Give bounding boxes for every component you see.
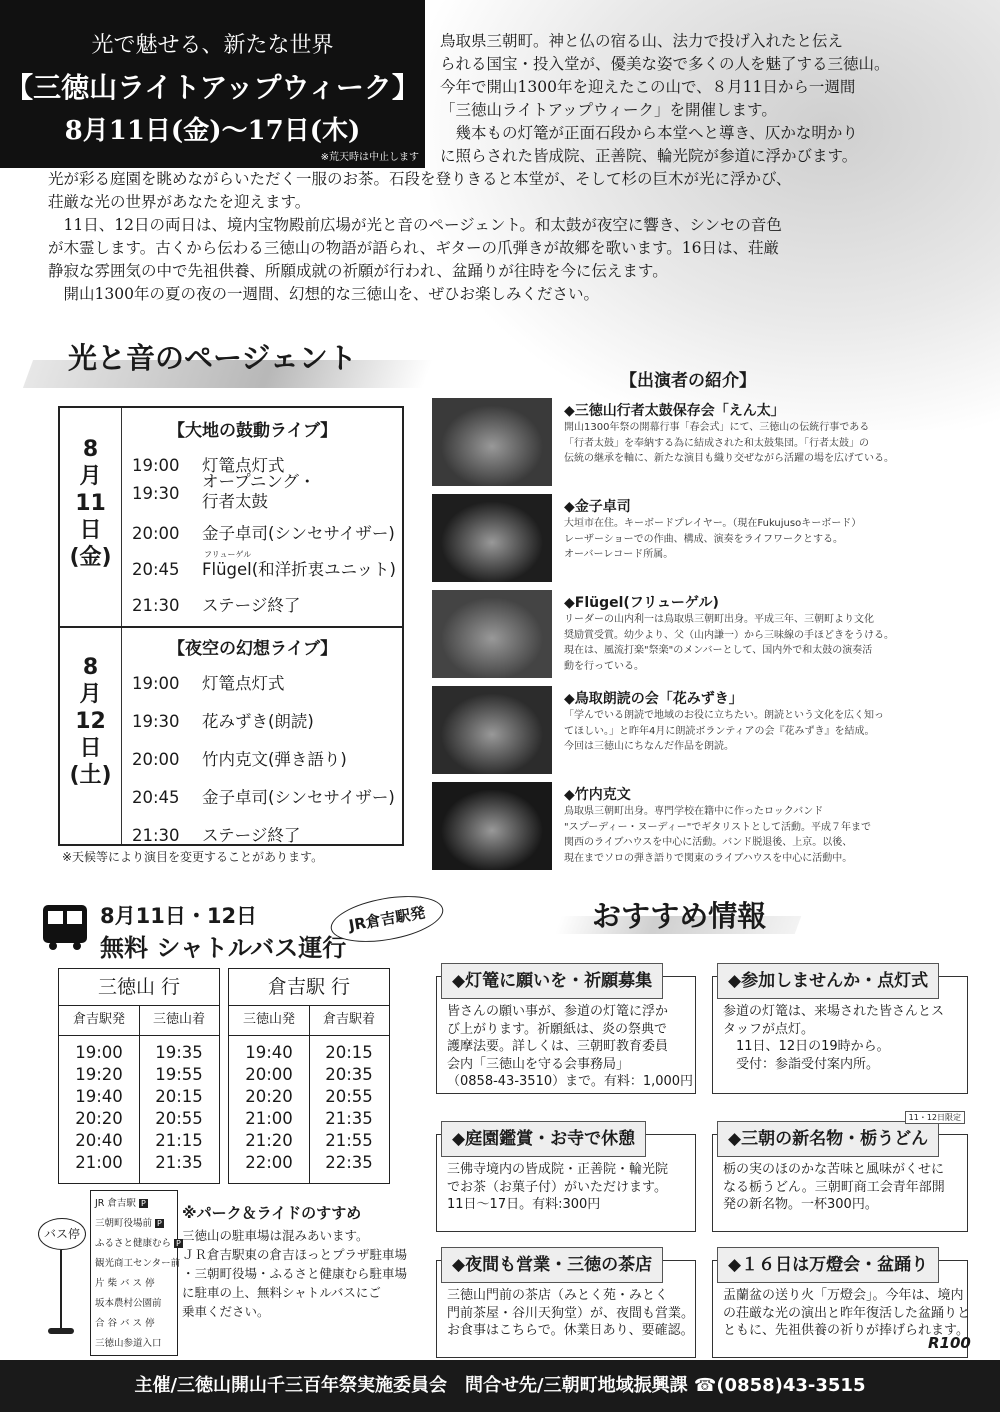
- performer-desc-line: 開山1300年祭の開幕行事「春会式」にて、三徳山の伝統行事である: [564, 422, 870, 433]
- timetable-time: 20:55: [155, 1109, 203, 1128]
- recommend-card-line: 発の新名物。一杯300円。: [723, 1197, 878, 1212]
- recycle-mark: R100: [928, 1334, 971, 1352]
- recommend-card-line: （0858-43-3510）まで。有料：1,000円: [447, 1074, 694, 1089]
- schedule-time: 19:30: [132, 712, 180, 731]
- timetable-time: 22:00: [245, 1153, 293, 1172]
- performer-desc: [564, 612, 894, 674]
- recommend-card-title: ◆１６日は万燈会・盆踊り: [717, 1247, 939, 1283]
- performer-photo: [432, 494, 552, 582]
- schedule-day-char: 日: [79, 518, 102, 543]
- schedule-day-char: 11: [75, 491, 106, 516]
- schedule-day-char: (金): [69, 545, 112, 570]
- parking-icon: P: [176, 1239, 181, 1248]
- bus-stop-item: [95, 1275, 155, 1289]
- performer-desc-line: "スプーディー・ヌーディー"でギタリストとして活動。平成７年まで: [564, 821, 871, 833]
- recommend-card-line: 三佛寺境内の皆成院・正善院・輪光院: [447, 1162, 669, 1177]
- event-title: 【三徳山ライトアップウィーク】: [5, 71, 420, 104]
- schedule-event: ステージ終了: [202, 596, 301, 615]
- performer-name: ◆金子卓司: [564, 499, 631, 515]
- timetable-time: 21:35: [325, 1109, 373, 1128]
- recommend-card-title: ◆参加しませんか・点灯式: [717, 963, 939, 999]
- recommend-card-body: [723, 1287, 970, 1340]
- performer-desc-line: 関西のライブハウスを中心に活動。バンド脱退後、上京。以後、: [564, 837, 853, 848]
- timetable-col-header: 三徳山発: [242, 1012, 295, 1027]
- performer-photo: [432, 782, 552, 870]
- performer-desc-line: レーザーショーでの作曲、構成、演奏をライフワークとする。: [564, 533, 843, 545]
- recommend-card: [436, 1129, 696, 1232]
- timetable-time: 21:55: [325, 1131, 373, 1150]
- schedule-day-char: 月: [79, 682, 102, 707]
- recommend-card-body: [723, 1003, 944, 1073]
- intro-line: 11日、12日の両日は、境内宝物殿前広場が光と音のページェント。和太鼓が夜空に響き、シンセの音色: [48, 216, 782, 234]
- bus-stop-item: [95, 1255, 180, 1269]
- timetable-time: 21:15: [155, 1131, 203, 1150]
- performer-desc-line: リーダーの山内利一は鳥取県三朝町出身。平成三年、三朝町より文化: [564, 614, 874, 625]
- timetable-dest: 三徳山 行: [97, 976, 181, 998]
- schedule-time: 19:00: [132, 456, 180, 475]
- recommend-card-body: [447, 1003, 693, 1091]
- bus-stop-item: [95, 1295, 162, 1309]
- recommend-card: [436, 971, 696, 1094]
- park-ride-line: ＪＲ倉吉駅東の倉吉ほっとプラザ駐車場: [182, 1247, 408, 1262]
- schedule-event: 灯篭点灯式: [202, 456, 285, 475]
- performer-desc: [564, 420, 894, 467]
- schedule-note: ※天候等により演目を変更することがあります。: [62, 850, 324, 864]
- recommend-card-line: 三徳山門前の茶店（みとく苑・みとく: [447, 1288, 669, 1303]
- recommend-card-line: ともに、先祖供養の祈りが捧げられます。: [723, 1323, 969, 1338]
- schedule-time: 20:00: [132, 524, 180, 543]
- park-ride-line: ・三朝町役場・ふるさと健康むら駐車場: [182, 1266, 408, 1281]
- timetable-time: 20:40: [75, 1131, 123, 1150]
- recommend-card-line: でお茶（お菓子付）がいただけます。: [447, 1179, 667, 1195]
- shuttle-bubble: [327, 888, 447, 949]
- performer-desc-line: 奨励賞受賞。幼少より、父（山内謙一）から三味線の手ほどきをうける。: [564, 629, 894, 641]
- schedule-ruby: フリューゲル: [204, 550, 252, 559]
- bus-stop-name: 三徳山参道入口: [95, 1338, 162, 1349]
- bus-stop-item: [95, 1215, 164, 1229]
- performer-item: [432, 398, 992, 486]
- performer-desc-line: 現在は、風流打楽"祭楽"のメンバーとして、国内外で和太鼓の演奏活: [564, 645, 873, 656]
- schedule-day-char: 8: [82, 437, 99, 462]
- bus-stop-name: 片 柴 バ ス 停: [95, 1278, 155, 1289]
- performer-desc-line: 伝統の継承を軸に、新たな演目も織り交ぜながら活躍の場を広げている。: [564, 453, 894, 464]
- recommend-card-line: 会内「三徳山を守る会事務局」: [447, 1056, 630, 1072]
- intro-line: 「三徳山ライトアップウィーク」を開催します。: [440, 101, 777, 119]
- bus-stop-base: [48, 1328, 74, 1334]
- recommend-card: [436, 1255, 696, 1358]
- timetable-time: 19:40: [245, 1043, 293, 1062]
- timetable: [58, 968, 220, 1184]
- header-box: [0, 0, 425, 168]
- recommend-card-line: 護摩法要。詳しくは、三朝町教育委員: [447, 1039, 669, 1054]
- schedule-day-char: (土): [69, 763, 112, 788]
- performer-desc-line: オーバーレコード所属。: [564, 549, 674, 560]
- performer-desc: [564, 708, 884, 755]
- timetable-time: 20:55: [325, 1087, 373, 1106]
- schedule-event: 花みずき(朗読): [202, 712, 314, 731]
- bus-stop-name: 観光商工センター前: [95, 1258, 181, 1269]
- recommend-card-line: 11日、12日の19時から。: [723, 1039, 890, 1054]
- schedule-day-char: 日: [79, 736, 102, 761]
- recommend-card-line: タッフが点灯。: [723, 1021, 815, 1037]
- schedule-event: ステージ終了: [202, 826, 301, 845]
- performer-name: ◆Flügel(フリューゲル): [564, 595, 719, 611]
- performer-photo: [432, 686, 552, 774]
- timetable-time: 19:40: [75, 1087, 123, 1106]
- bus-stop-list: [90, 1190, 181, 1356]
- performer-desc-line: てほしい。」と昨年4月に朗読ボランティアの会『花みずき』を結成。: [564, 725, 875, 737]
- intro-line: 光が彩る庭園を眺めながらいただく一服のお茶。石段を登りきると本堂が、そして杉の巨木が光に浮かび、: [48, 170, 792, 188]
- performer-photo: [432, 398, 552, 486]
- timetable-time: 21:35: [155, 1153, 203, 1172]
- timetable-col-header: 倉吉駅発: [72, 1012, 125, 1027]
- schedule-time: 21:30: [132, 596, 180, 615]
- performer-item: [432, 494, 992, 582]
- timetable-col-header: 三徳山着: [152, 1012, 205, 1027]
- performer-name: ◆鳥取朗読の会「花みずき」: [564, 691, 743, 707]
- performer-desc-line: 今回は三徳山にちなんだ作品を朗読。: [564, 741, 734, 752]
- schedule-time: 20:45: [132, 788, 180, 807]
- performer-name: ◆三徳山行者太鼓保存会「えん太」: [564, 403, 785, 419]
- parking-icon: P: [157, 1219, 162, 1228]
- intro-line: 今年で開山1300年を迎えたこの山で、８月11日から一週間: [440, 78, 856, 96]
- timetable-time: 20:00: [245, 1065, 293, 1084]
- recommend-card-body: [723, 1161, 945, 1214]
- schedule-divider: [60, 626, 402, 628]
- timetable-time: 19:55: [155, 1065, 203, 1084]
- bus-stop-item: [95, 1235, 183, 1249]
- schedule-day: [60, 626, 122, 844]
- schedule-time: 21:30: [132, 826, 180, 845]
- performer-photo: [432, 590, 552, 678]
- pageant-title: 光と音のページェント: [68, 341, 357, 375]
- performer-item: [432, 686, 992, 774]
- recommend-card-badge: 11・12日限定: [905, 1111, 965, 1124]
- schedule-time: 19:30: [132, 484, 180, 503]
- timetable-col-header: 倉吉駅着: [322, 1012, 375, 1027]
- recommend-title: おすすめ情報: [592, 899, 767, 933]
- recommend-card-title: ◆三朝の新名物・栃うどん: [717, 1121, 939, 1157]
- recommend-card-line: 門前茶屋・谷川天狗堂）が、夜間も営業。: [447, 1305, 695, 1321]
- timetable-dest: 倉吉駅 行: [267, 976, 351, 998]
- intro-line: 幾本もの灯篭が正面石段から本堂へと導き、仄かな明かり: [440, 124, 858, 142]
- bus-stop-name: ふるさと健康むら: [95, 1238, 172, 1249]
- tagline: 光で魅せる、新たな世界: [91, 33, 334, 58]
- recommend-card: [712, 1113, 968, 1232]
- recommend-card-line: 受付：参詣受付案内所。: [723, 1056, 880, 1072]
- park-ride-title: ※パーク＆ライドのすすめ: [182, 1204, 362, 1222]
- bus-stop-name: 三朝町役場前: [95, 1218, 153, 1229]
- performer-desc-line: 「学んでいる朗読で地域のお役に立ちたい。朗読という文化を広く知っ: [564, 710, 884, 721]
- recommend-card-line: お食事はこちらで。休業日あり、要確認。: [447, 1323, 694, 1338]
- timetable-time: 20:20: [245, 1087, 293, 1106]
- timetable-time: 21:20: [245, 1131, 293, 1150]
- shuttle-title: 無料 シャトルバス運行: [100, 934, 347, 962]
- schedule-time: 20:00: [132, 750, 180, 769]
- timetable-time: 19:00: [75, 1043, 123, 1062]
- schedule-event: 灯篭点灯式: [202, 674, 285, 693]
- footer-text: 主催/三徳山開山千三百年祭実施委員会 問合せ先/三朝町地域振興課 ☎(0858)43-3515: [134, 1375, 866, 1396]
- event-dates: 8月11日(金)〜17日(木): [64, 116, 361, 146]
- performer-desc: [564, 516, 861, 563]
- schedule-day-char: 8: [82, 655, 99, 680]
- performer-desc-line: 動を行っている。: [564, 660, 644, 672]
- timetable-time: 21:00: [75, 1153, 123, 1172]
- timetable-time: 19:35: [155, 1043, 203, 1062]
- intro-line: に照らされた皆成院、正善院、輪光院が参道に浮かびます。: [440, 147, 858, 165]
- recommend-card-line: 11日〜17日。有料:300円: [447, 1197, 601, 1212]
- performer-desc-line: 鳥取県三朝町出身。専門学校在籍中に作ったロックバンド: [564, 806, 824, 817]
- performer-item: [432, 590, 992, 678]
- schedule-time: 19:00: [132, 674, 180, 693]
- recommend-card: [712, 971, 968, 1094]
- bus-stop-name: JR 倉吉駅: [95, 1198, 136, 1209]
- shuttle-dates: 8月11日・12日: [100, 904, 258, 928]
- intro-line: 鳥取県三朝町。神と仏の宿る山、法力で投げ入れたと伝え: [440, 32, 844, 50]
- timetable: [228, 968, 390, 1184]
- recommend-card-line: 盂蘭盆の送り火「万燈会」。今年は、境内: [723, 1288, 964, 1303]
- intro-line: 静寂な雰囲気の中で先祖供養、所願成就の祈願が行われ、盆踊りが往時を今に伝えます。: [48, 262, 668, 280]
- schedule-event: 金子卓司(シンセサイザー): [202, 788, 395, 807]
- performer-desc-line: 大垣市在住。キーボードプレイヤー。（現在Fukujusoキーボード）: [564, 518, 862, 529]
- footer-bar: [0, 1360, 1000, 1412]
- weather-note: ※荒天時は中止します: [320, 152, 419, 163]
- bus-stop-name: 合 谷 バ ス 停: [95, 1318, 155, 1329]
- bus-stop-item: [95, 1195, 148, 1209]
- schedule-event: 竹内克文(弾き語り): [202, 750, 347, 769]
- schedule-box: [58, 406, 404, 846]
- schedule-heading: 【大地の鼓動ライブ】: [168, 421, 338, 441]
- recommend-card-line: の荘厳な光の演出と昨年復活した盆踊りと: [723, 1305, 971, 1321]
- schedule-event: Flügel(和洋折衷ユニット): [202, 560, 396, 579]
- recommend-card-line: なる栃うどん。三朝町商工会青年部開: [723, 1179, 945, 1195]
- timetable-time: 19:20: [75, 1065, 123, 1084]
- intro-line: 開山1300年の夏の夜の一週間、幻想的な三徳山を、ぜひお楽しみください。: [48, 285, 599, 303]
- park-ride-line: 三徳山の駐車場は混みあいます。: [182, 1228, 369, 1243]
- recommend-card-body: [447, 1287, 694, 1340]
- intro-line: られる国宝・投入堂が、優美な姿で多くの人を魅了する三徳山。: [440, 55, 890, 73]
- recommend-card-line: 栃の実のほのかな苦味と風味がくせに: [723, 1162, 945, 1177]
- performer-desc-line: 「行者太鼓」を奉納する為に結成された和太鼓集団。「行者太鼓」の: [564, 437, 869, 449]
- intro-line: が木霊します。古くから伝わる三徳山の物語が語られ、ギターの爪弾きが故郷を歌います。16日は、荘厳: [48, 239, 780, 257]
- timetable-time: 20:20: [75, 1109, 123, 1128]
- schedule-time: 20:45: [132, 560, 180, 579]
- performer-desc: [564, 804, 871, 866]
- recommend-card-title: ◆灯篭に願いを・祈願募集: [441, 963, 663, 999]
- bus-stop-item: [95, 1315, 155, 1329]
- parking-icon: P: [140, 1199, 146, 1208]
- timetable-time: 20:15: [325, 1043, 373, 1062]
- timetable-time: 20:35: [325, 1065, 373, 1084]
- schedule-event: 金子卓司(シンセサイザー): [202, 524, 395, 543]
- intro-line: 荘厳な光の世界があなたを迎えます。: [48, 193, 311, 211]
- bus-stop-item: [95, 1335, 162, 1349]
- recommend-card-title: ◆夜間も営業・三徳の茶店: [441, 1247, 663, 1283]
- schedule-day: [60, 408, 122, 626]
- performers-title: 【出演者の紹介】: [620, 371, 756, 391]
- recommend-card-line: 参道の灯篭は、来場された皆さんとス: [723, 1004, 945, 1019]
- performer-name: ◆竹内克文: [564, 787, 631, 803]
- bus-stop-sign: バス停: [38, 1218, 86, 1250]
- recommend-card-line: 皆さんの願い事が、参道の灯篭に浮か: [447, 1004, 669, 1019]
- performer-desc-line: 現在までソロの弾き語りで関東のライブハウスを中心に活動中。: [564, 852, 853, 864]
- schedule-event: オープニング・ 行者太鼓: [202, 472, 316, 511]
- park-ride-line: 乗車ください。: [182, 1304, 270, 1319]
- recommend-card-line: び上がります。祈願紙は、炎の祭典で: [447, 1021, 667, 1037]
- timetable-time: 20:15: [155, 1087, 203, 1106]
- recommend-card-body: [447, 1161, 668, 1214]
- bus-icon: [40, 902, 90, 952]
- schedule-heading: 【夜空の幻想ライブ】: [168, 639, 338, 659]
- park-ride-line: に駐車の上、無料シャトルバスにご: [182, 1285, 381, 1300]
- timetable-time: 21:00: [245, 1109, 293, 1128]
- timetable-time: 22:35: [325, 1153, 373, 1172]
- schedule-day-char: 月: [79, 464, 102, 489]
- bus-stop-pole: [60, 1250, 62, 1330]
- schedule-day-char: 12: [75, 709, 106, 734]
- recommend-card-title: ◆庭園鑑賞・お寺で休憩: [441, 1121, 646, 1157]
- shuttle-bubble-text: JR倉吉駅発: [347, 903, 427, 935]
- bus-stop-name: 坂本農村公園前: [95, 1298, 162, 1309]
- performer-item: [432, 782, 992, 870]
